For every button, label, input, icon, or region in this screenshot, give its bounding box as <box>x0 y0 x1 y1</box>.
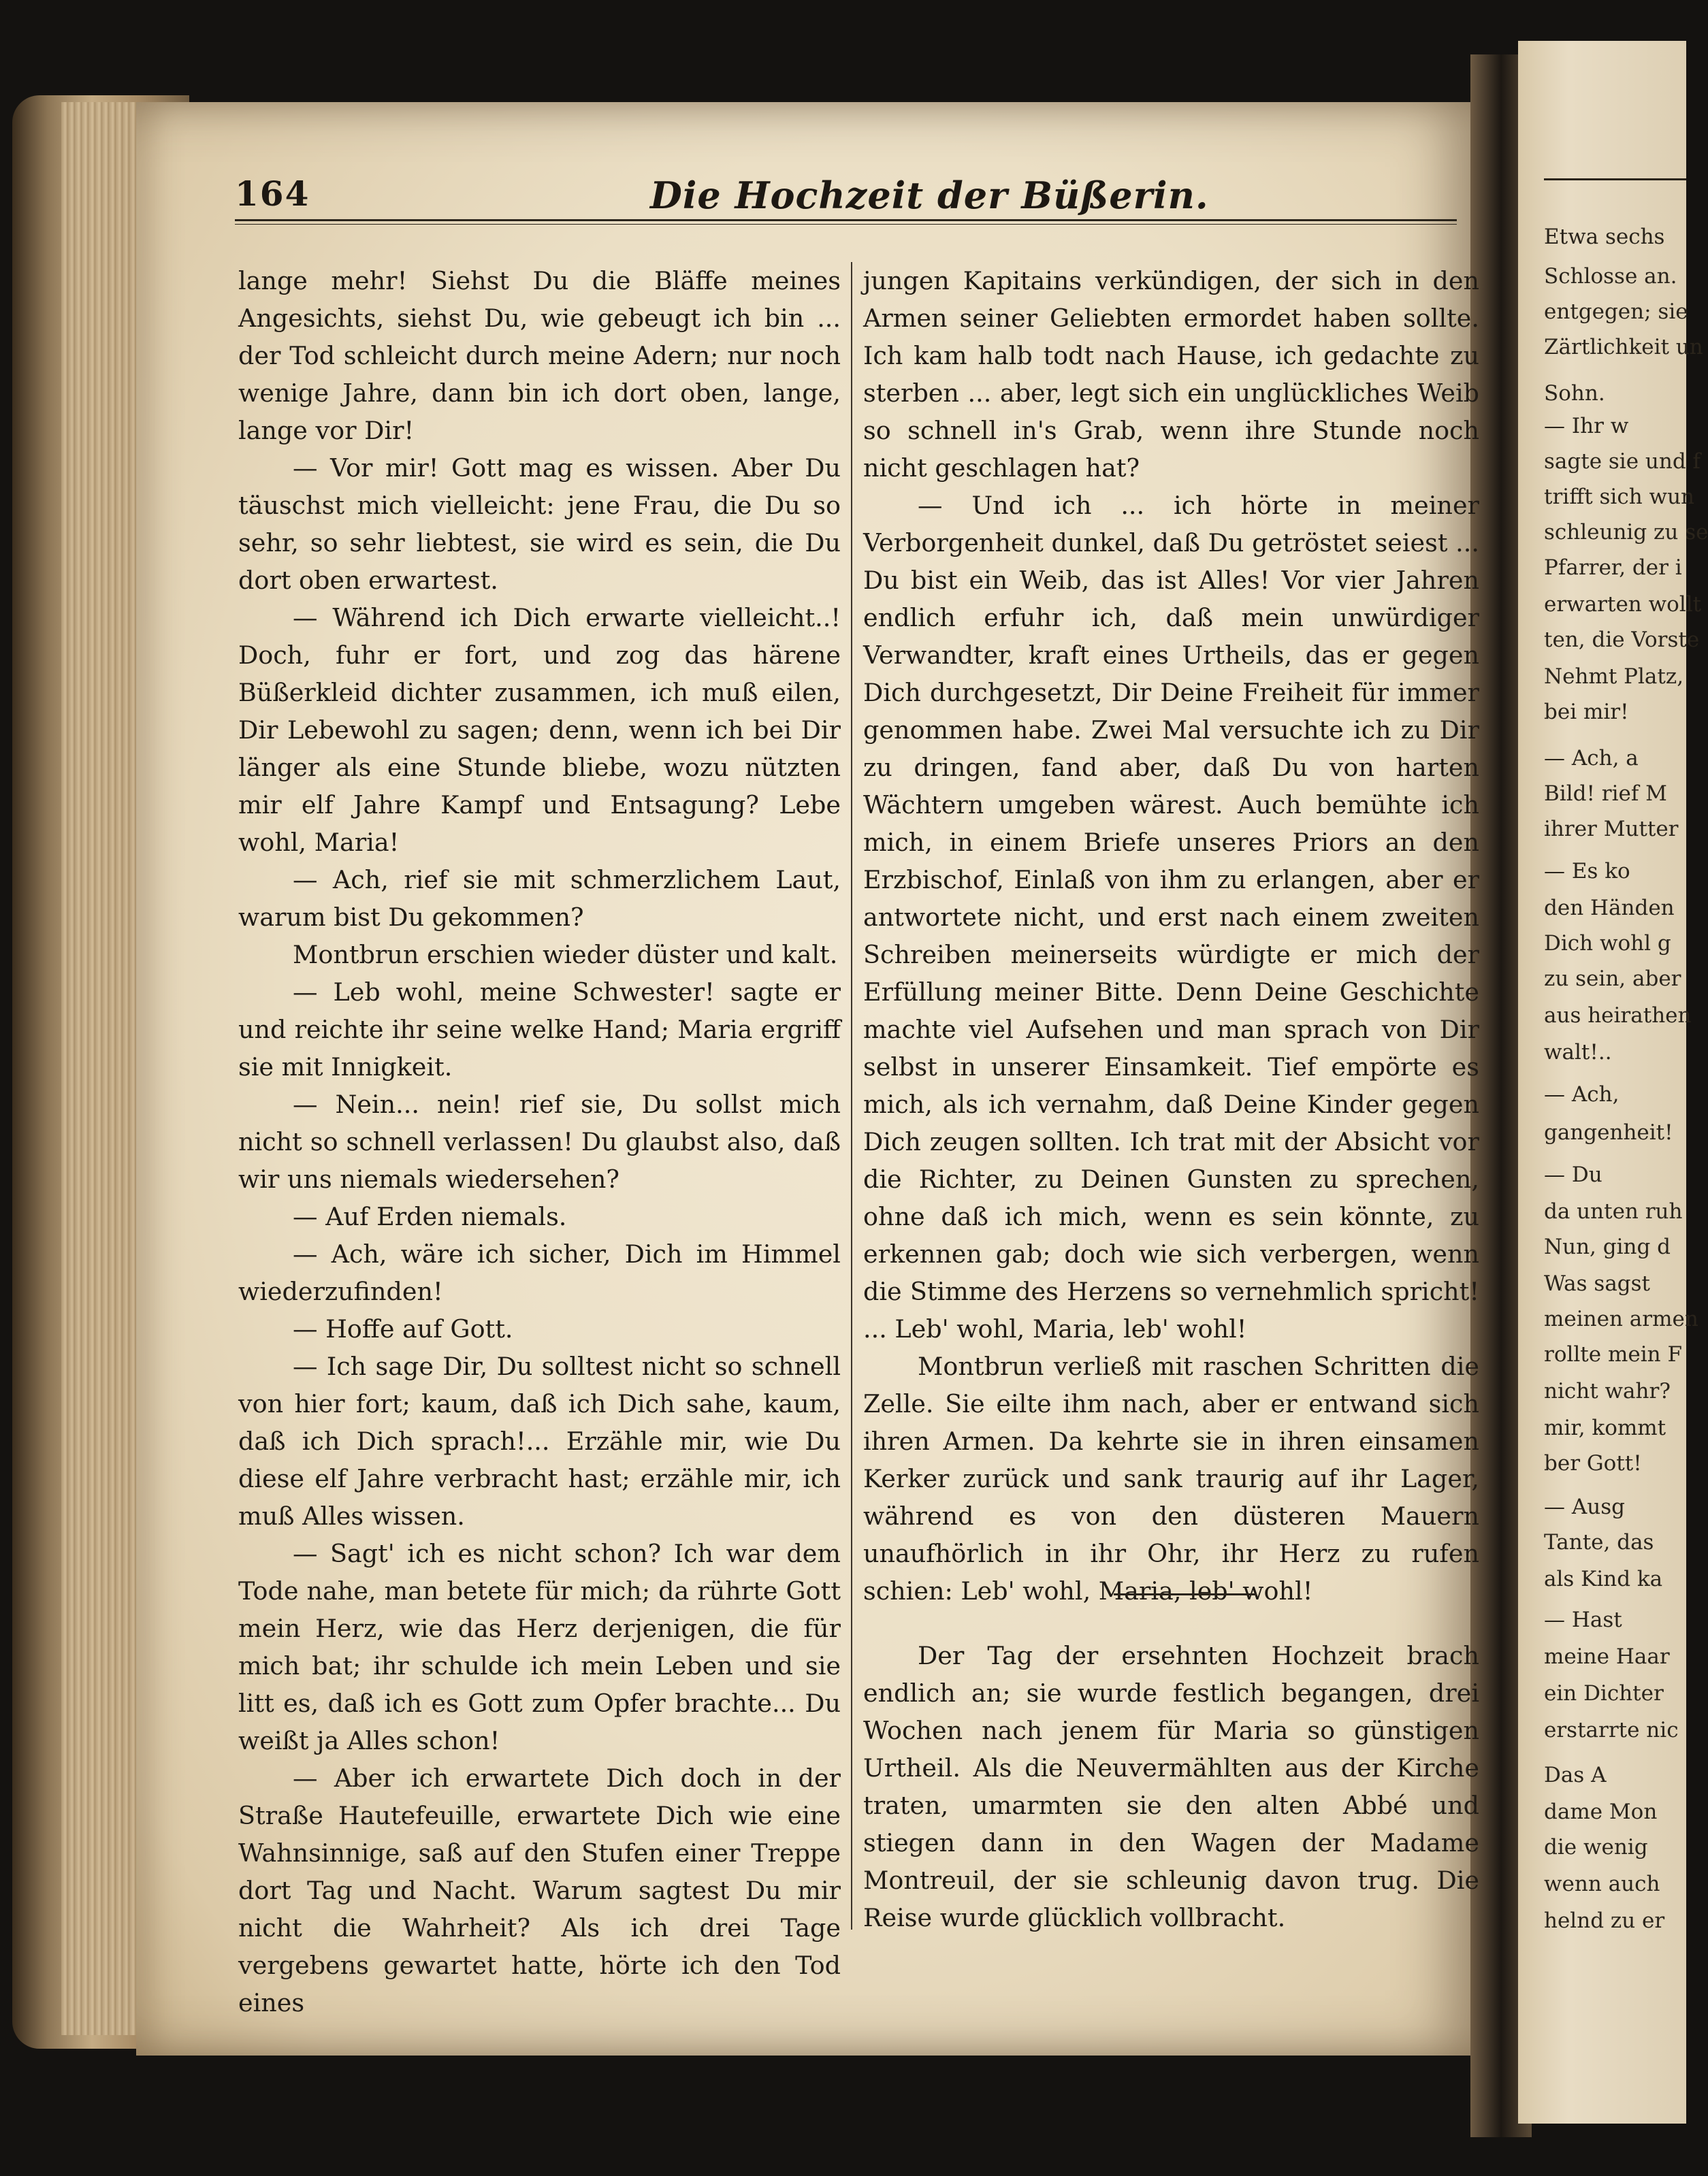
right-page-line: gangenheit! <box>1544 1120 1673 1145</box>
right-page-line: mir, kommt <box>1544 1416 1666 1440</box>
paragraph: jungen Kapitains verkündigen, der sich in den Armen seiner Geliebten ermordet haben sollte. Ich kam halb todt nach Hause, ich gedachte zu sterben ... aber, legt sich ein unglückliches Weib so schnell in's Grab, wenn ihre Stunde noch nicht geschlagen hat? <box>863 266 1479 483</box>
right-page-line: als Kind ka <box>1544 1567 1663 1591</box>
paragraph: — Ach, rief sie mit schmerzlichem Laut, warum bist Du gekommen? <box>238 865 841 932</box>
paragraph: Montbrun erschien wieder düster und kalt. <box>293 940 838 969</box>
right-page-line: — Hast <box>1544 1608 1622 1632</box>
right-page-header-rule <box>1544 178 1686 180</box>
paragraph: — Auf Erden niemals. <box>293 1202 567 1231</box>
right-text-column <box>863 262 1479 1610</box>
header-rule <box>235 219 1457 225</box>
right-page-line: Dich wohl g <box>1544 931 1671 956</box>
right-page-line: zu sein, aber <box>1544 967 1681 991</box>
right-page-line: sagte sie und f <box>1544 449 1701 474</box>
right-page-line: — Ausg <box>1544 1495 1625 1519</box>
right-page-line: rollte mein F <box>1544 1342 1682 1367</box>
paragraph: — Hoffe auf Gott. <box>293 1314 513 1344</box>
right-page-line: Pfarrer, der i <box>1544 555 1682 580</box>
right-page-line: trifft sich wun <box>1544 485 1694 509</box>
right-page-line: ein Dichter <box>1544 1681 1664 1706</box>
paragraph: — Während ich Dich erwarte vielleicht..! Doch, fuhr er fort, und zog das härene Büßerkleid dichter zusammen, ich muß eilen, Dir Lebewohl zu sagen; denn, wenn ich bei Dir länger als eine Stunde bliebe, wozu nützten mir elf Jahre Kampf und Entsagung? Lebe wohl, Maria! <box>238 603 841 857</box>
running-title: Die Hochzeit der Büßerin. <box>650 174 1209 217</box>
right-page-line: Was sagst <box>1544 1271 1651 1296</box>
right-page-line: ber Gott! <box>1544 1451 1642 1476</box>
right-page-line: erstarrte nic <box>1544 1718 1679 1742</box>
paragraph: — Aber ich erwartete Dich doch in der Straße Hautefeuille, erwartete Dich wie eine Wahnsinnige, saß auf den Stufen einer Treppe dort Tag und Nacht. Warum sagtest Du mir nicht die Wahrheit? Als ich drei Tage vergebens gewartet hatte, hörte ich den Tod eines <box>238 1764 841 2017</box>
right-page-line: die wenig <box>1544 1835 1648 1860</box>
right-page-line: Zärtlichkeit un <box>1544 335 1703 359</box>
right-page-line: nicht wahr? <box>1544 1379 1671 1403</box>
right-page-line: da unten ruh <box>1544 1199 1683 1224</box>
right-page-line: wenn auch <box>1544 1872 1660 1896</box>
right-page-line: Sohn. <box>1544 381 1605 406</box>
left-text-column <box>238 262 841 2021</box>
paragraph: Montbrun verließ mit raschen Schritten die Zelle. Sie eilte ihm nach, aber er entwand sich ihren Armen. Da kehrte sie in ihren einsamen Kerker zurück und sank traurig auf ihr Lager, während es von den düsteren Mauern unaufhörlich in ihr Ohr, ihr Herz zu rufen schien: Leb' wohl, Maria, leb' wohl! <box>863 1352 1479 1606</box>
paragraph: — Und ich ... ich hörte in meiner Verborgenheit dunkel, daß Du getröstet seiest ... Du bist ein Weib, das ist Alles! Vor vier Jahren endlich erfuhr ich, daß mein unwürdiger Verwandter, kraft eines Urtheils, das er gegen Dich durchgesetzt, Dir Deine Freiheit für immer genommen habe. Zwei Mal versuchte ich zu Dir zu dringen, fand aber, daß Du von harten Wächtern umgeben wärest. Auch bemühte ich mich, in einem Briefe unseres Priors an den Erzbischof, Einlaß von ihm zu erlangen, aber er antwortete nicht, und erst nach einem zweiten Schreiben meinerseits würdigte er mich der Erfüllung meiner Bitte. Denn Deine Geschichte machte viel Aufsehen und man sprach von Dir selbst in unserer Einsamkeit. Tief empörte es mich, als ich vernahm, daß Deine Kinder gegen Dich zeugen sollten. Ich trat mit der Absicht vor die Richter, zu Deinen Gunsten zu sprechen, ohne daß ich mich, wenn es sein könnte, zu erkennen gab; doch wie sich verbergen, wenn die Stimme des Herzens so vernehmlich spricht! ... Leb' wohl, Maria, leb' wohl! <box>863 491 1479 1344</box>
page-number: 164 <box>235 174 310 214</box>
page-header <box>235 174 1457 217</box>
right-page-line: dame Mon <box>1544 1800 1658 1824</box>
paragraph: — Ach, wäre ich sicher, Dich im Himmel wiederzufinden! <box>238 1239 841 1306</box>
right-page-line: ten, die Vorste <box>1544 628 1700 652</box>
paragraph: — Nein... nein! rief sie, Du sollst mich nicht so schnell verlassen! Du glaubst also, daß wir uns niemals wiedersehen? <box>238 1090 841 1194</box>
right-page-line: bei mir! <box>1544 700 1629 724</box>
right-page-line: ihrer Mutter <box>1544 817 1679 841</box>
paragraph: — Ich sage Dir, Du solltest nicht so schnell von hier fort; kaum, daß ich Dich sahe, kaum, daß ich Dich sprach!... Erzähle mir, wie Du diese elf Jahre verbracht hast; erzähle mir, ich muß Alles wissen. <box>238 1352 841 1531</box>
paragraph: — Vor mir! Gott mag es wissen. Aber Du täuschst mich vielleicht: jene Frau, die Du so sehr, so sehr liebtest, sie wird es sein, die Du dort oben erwartest. <box>238 453 841 595</box>
section-break-rule <box>1114 1593 1257 1595</box>
right-page-line: Tante, das <box>1544 1530 1654 1555</box>
right-page-line: Nun, ging d <box>1544 1235 1671 1259</box>
right-page-line: meine Haar <box>1544 1644 1670 1669</box>
right-page-line: entgegen; sie <box>1544 299 1688 324</box>
right-page-line: Das A <box>1544 1763 1607 1787</box>
paragraph: — Sagt' ich es nicht schon? Ich war dem Tode nahe, man betete für mich; da rührte Gott mein Herz, wie das Herz derjenigen, die für mich bat; ihr schulde ich mein Leben und sie litt es, daß ich es Gott zum Opfer brachte... Du weißt ja Alles schon! <box>238 1539 841 1755</box>
new-section-text <box>863 1637 1479 1936</box>
right-page-line: meinen armen <box>1544 1307 1698 1331</box>
right-page-line: Schlosse an. <box>1544 264 1677 289</box>
right-page-line: aus heirathen <box>1544 1003 1692 1028</box>
right-page-line: walt!.. <box>1544 1040 1612 1065</box>
right-page-line: — Ihr w <box>1544 414 1629 438</box>
right-page-line: — Du <box>1544 1163 1602 1187</box>
paragraph: Der Tag der ersehnten Hochzeit brach endlich an; sie wurde festlich begangen, drei Wochen nach jenem für Maria so günstigen Urtheil. Als die Neuvermählten aus der Kirche traten, umarmten sie den alten Abbé und stiegen dann in den Wagen der Madame Montreuil, der sie schleunig davon trug. Die Reise wurde glücklich vollbracht. <box>863 1641 1479 1932</box>
right-page-line: — Ach, a <box>1544 746 1639 770</box>
right-page-line: — Ach, <box>1544 1082 1620 1107</box>
column-divider <box>851 262 852 1930</box>
paragraph: — Leb wohl, meine Schwester! sagte er und reichte ihr seine welke Hand; Maria ergriff sie mit Innigkeit. <box>238 977 841 1082</box>
paragraph: lange mehr! Siehst Du die Bläffe meines Angesichts, siehst Du, wie gebeugt ich bin ... der Tod schleicht durch meine Adern; nur noch wenige Jahre, dann bin ich dort oben, lange, lange vor Dir! <box>238 266 841 445</box>
right-page-line: schleunig zu se <box>1544 520 1708 545</box>
right-page-line: Nehmt Platz, <box>1544 664 1684 689</box>
right-page-line: helnd zu er <box>1544 1909 1665 1933</box>
right-page-line: Bild! rief M <box>1544 781 1667 806</box>
right-page-line: den Händen <box>1544 896 1675 920</box>
right-page-line: erwarten wollt <box>1544 592 1702 617</box>
right-page-line: Etwa sechs <box>1544 225 1665 249</box>
right-page-line: — Es ko <box>1544 859 1630 883</box>
